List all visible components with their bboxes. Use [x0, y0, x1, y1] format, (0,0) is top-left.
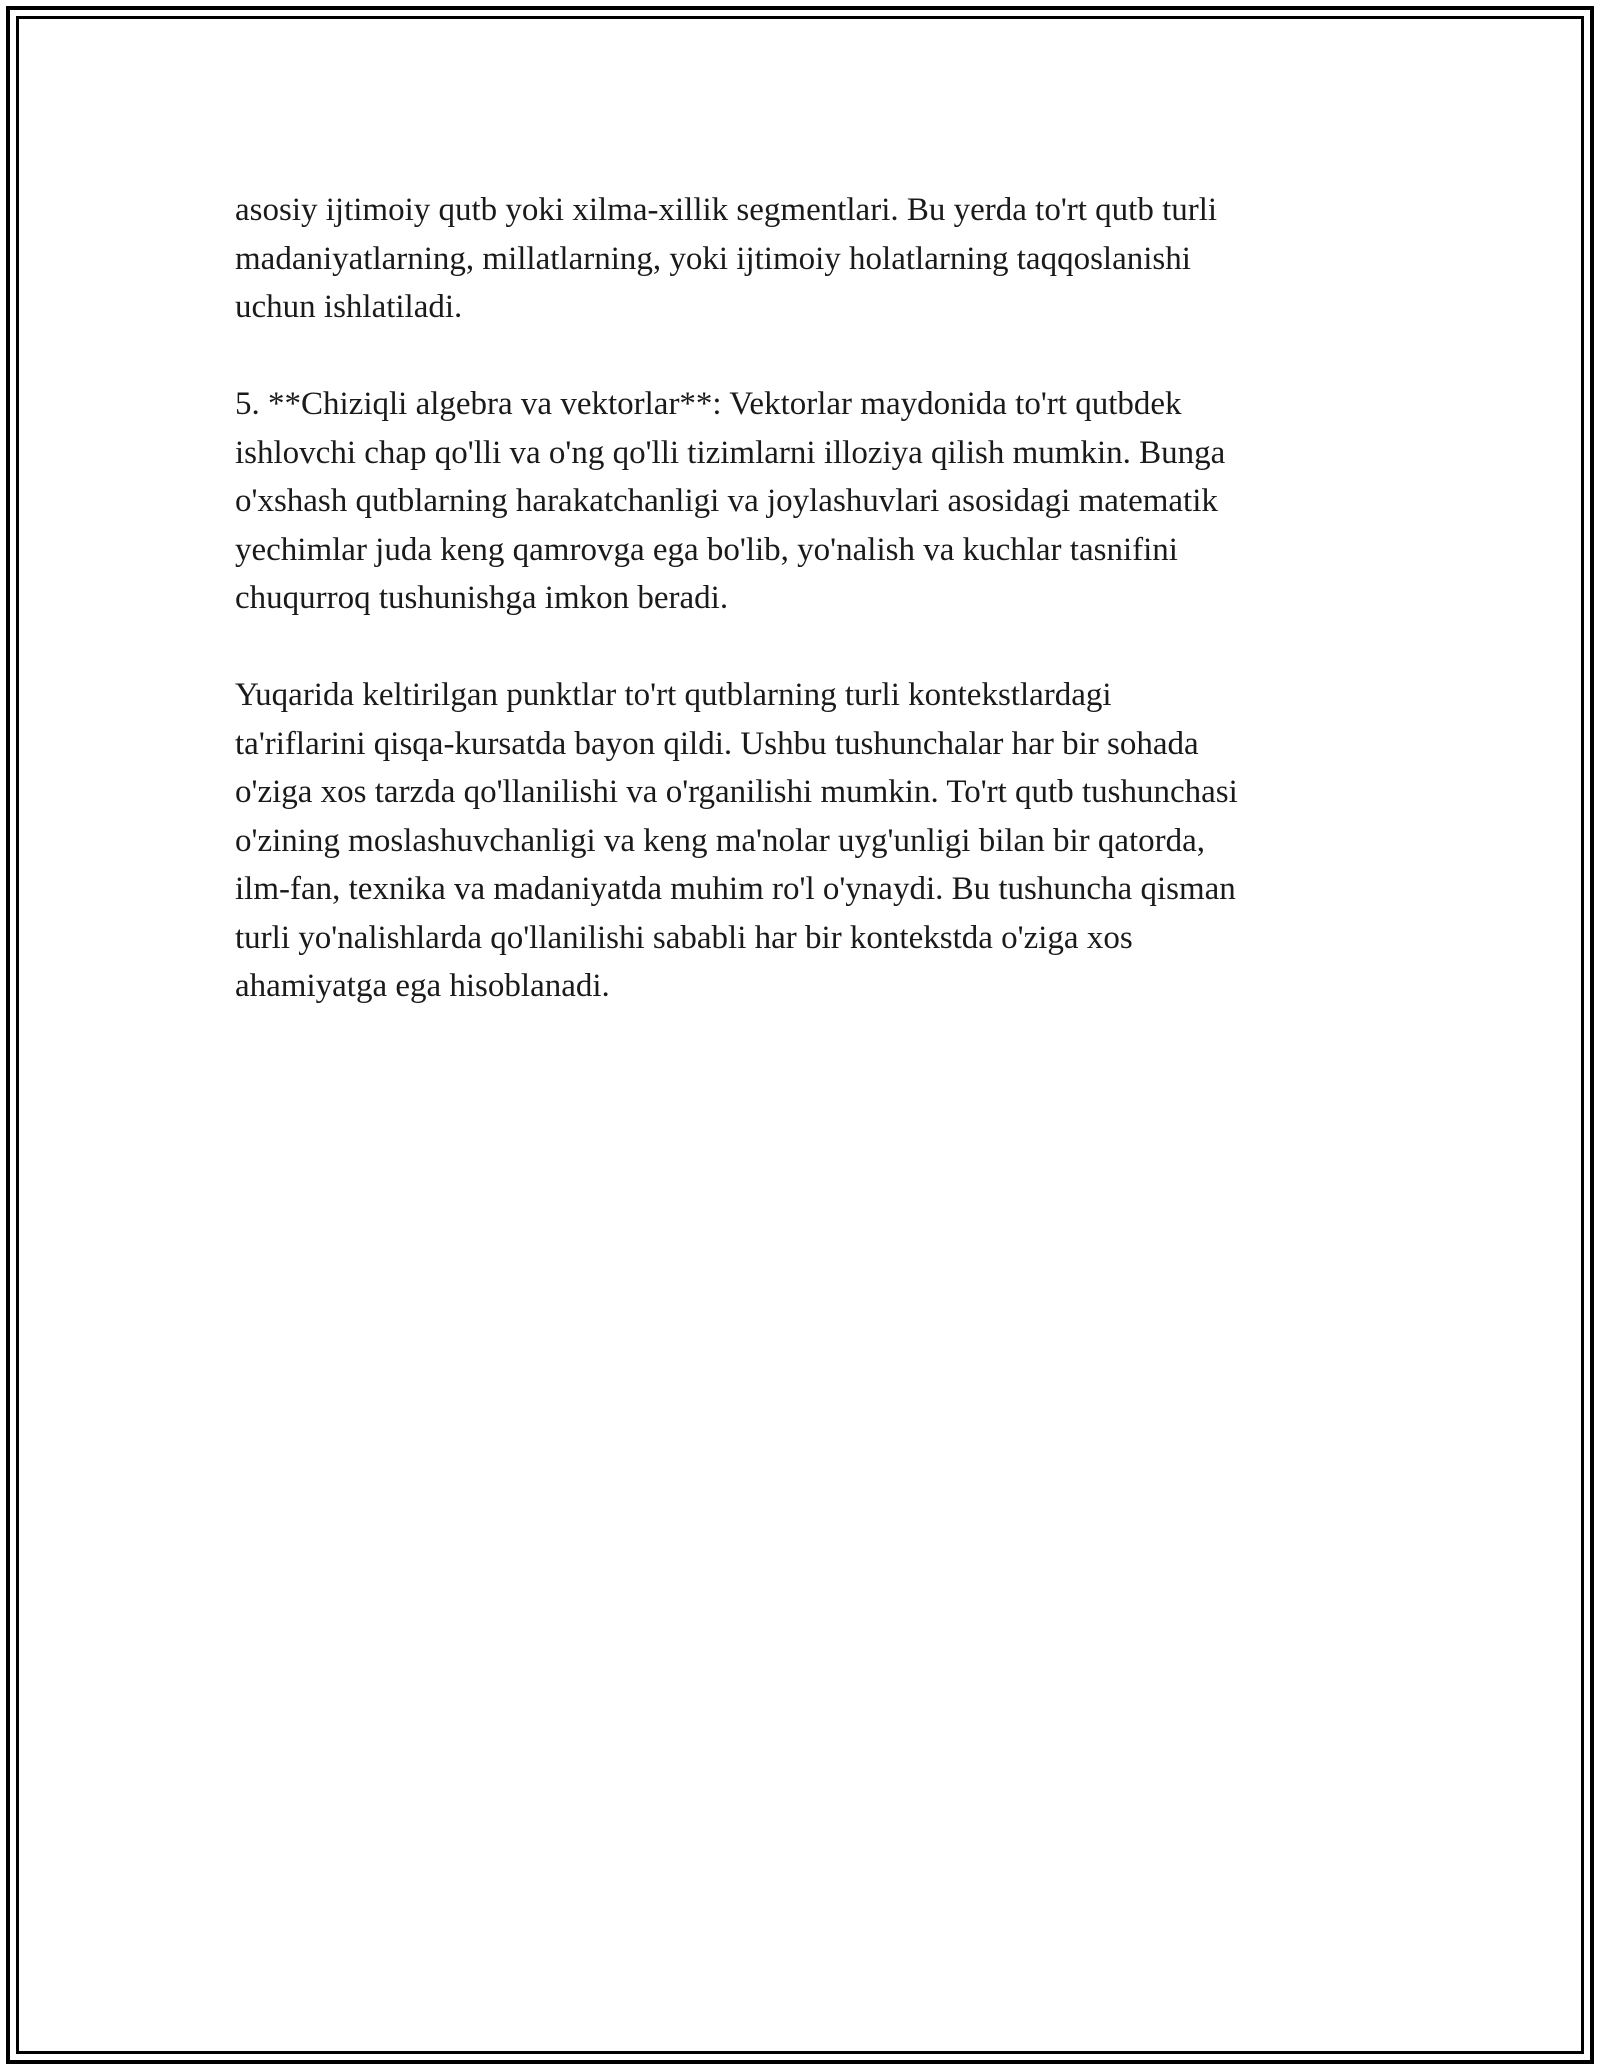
text-line: o'zining moslashuvchanligi va keng ma'nolar uyg'unligi bilan bir qatorda,: [235, 822, 1206, 859]
text-line: 5. **Chiziqli algebra va vektorlar**: Vektorlar maydonida to'rt qutbdek: [235, 386, 1182, 422]
text-line: uchun ishlatiladi.: [235, 289, 463, 325]
text-line: yechimlar juda keng qamrovga ega bo'lib, yo'nalish va kuchlar tasnifini: [235, 531, 1178, 568]
paragraph-linear-algebra: [235, 380, 1385, 623]
text-line: madaniyatlarning, millatlarning, yoki ijtimoiy holatlarning taqqoslanishi: [235, 240, 1191, 277]
text-line: ishlovchi chap qo'lli va o'ng qo'lli tizimlarni illoziya qilish mumkin. Bunga: [235, 434, 1226, 471]
document-body: [235, 186, 1385, 1059]
paragraph-social-poles: [235, 186, 1385, 332]
text-line: turli yo'nalishlarda qo'llanilishi sababli har bir kontekstda o'ziga xos: [235, 919, 1133, 956]
text-line: o'ziga xos tarzda qo'llanilishi va o'rganilishi mumkin. To'rt qutb tushunchasi: [235, 774, 1238, 810]
text-line: asosiy ijtimoiy qutb yoki xilma-xillik segmentlari. Bu yerda to'rt qutb turli: [235, 192, 1218, 228]
text-line: Yuqarida keltirilgan punktlar to'rt qutblarning turli kontekstlardagi: [235, 677, 1112, 713]
text-line: chuqurroq tushunishga imkon beradi.: [235, 580, 729, 616]
text-line: ahamiyatga ega hisoblanadi.: [235, 968, 610, 1004]
text-line: o'xshash qutblarning harakatchanligi va joylashuvlari asosidagi matematik: [235, 483, 1218, 519]
text-line: ilm-fan, texnika va madaniyatda muhim ro'l o'ynaydi. Bu tushuncha qisman: [235, 871, 1236, 907]
text-line: ta'riflarini qisqa-kursatda bayon qildi. Ushbu tushunchalar har bir sohada: [235, 725, 1199, 762]
paragraph-conclusion: [235, 671, 1385, 1011]
